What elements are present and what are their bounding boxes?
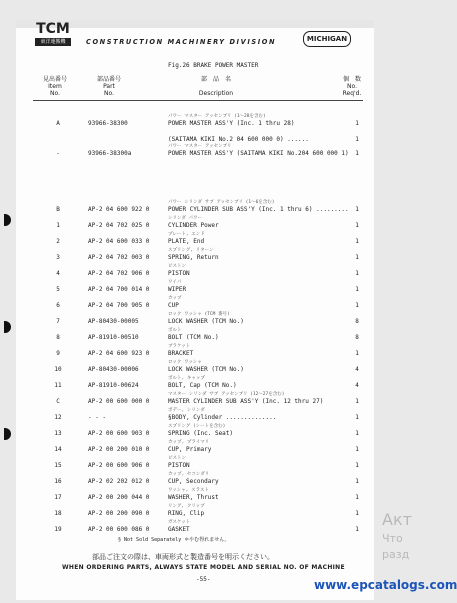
part-number: AP-2 00 600 086 0	[88, 526, 150, 533]
desc-header-en: Description	[198, 90, 234, 97]
part-number: AP-81910-00510	[88, 334, 139, 341]
part-description: WASHER, Thrust	[168, 494, 219, 501]
part-header-jp: 部品番号	[96, 76, 121, 83]
part-description: BRACKET	[168, 350, 194, 357]
part-name-jp: ボデー, シリンダ	[168, 408, 205, 413]
part-number: AP-2 04 600 033 0	[88, 238, 150, 245]
item-number: 10	[54, 366, 62, 373]
item-number: C	[56, 398, 60, 405]
table-row	[0, 502, 374, 518]
table-row	[0, 214, 374, 230]
page-number: -55-	[196, 576, 211, 583]
part-description: POWER MASTER ASS'Y (SAITAMA KIKI No.204 600 000 1)	[168, 150, 349, 157]
qty-header-en2: Req'd.	[342, 90, 362, 97]
table-row	[0, 198, 374, 214]
table-row	[0, 518, 374, 534]
quantity-required: 1	[355, 150, 359, 157]
part-name-jp: スプリング, リターン	[168, 248, 214, 253]
table-row	[0, 406, 374, 422]
table-row	[0, 390, 374, 406]
quantity-required: 1	[355, 414, 359, 421]
part-number: - - -	[88, 414, 107, 421]
part-number: AP-2 02 202 012 0	[88, 478, 150, 485]
part-description: GASKET	[168, 526, 190, 533]
item-number: B	[56, 206, 60, 213]
part-name-jp: スプリング (シートを含む)	[168, 424, 226, 429]
item-number: 2	[56, 238, 60, 245]
item-number: 7	[56, 318, 60, 325]
part-description: POWER MASTER ASS'Y (Inc. 1 thru 28)	[168, 120, 295, 127]
quantity-required: 1	[355, 254, 359, 261]
table-row	[0, 358, 374, 374]
quantity-required: 1	[355, 510, 359, 517]
quantity-required: 1	[355, 302, 359, 309]
part-description: PISTON	[168, 270, 190, 277]
figure-title: Fig.26 BRAKE POWER MASTER	[168, 62, 259, 69]
watermark-side-3: разд	[382, 548, 410, 561]
table-row	[0, 470, 374, 486]
part-description: CUP, Secondary	[168, 478, 219, 485]
header-divider	[33, 100, 363, 101]
item-header-en1: Item	[48, 83, 62, 90]
part-description: RING, Clip	[168, 510, 205, 517]
michigan-logo: MICHIGAN	[303, 31, 351, 47]
quantity-required: 1	[355, 430, 359, 437]
table-row	[0, 262, 374, 278]
item-number: 17	[54, 494, 62, 501]
table-row	[0, 230, 374, 246]
footnote-not-sold: § Not Sold Separately ＊やむ得れません。	[118, 537, 230, 543]
item-number: 4	[56, 270, 60, 277]
footer-ordering-jp: 部品ご注文の際は、車両形式と製造番号を明示ください。	[92, 553, 274, 561]
column-header-description	[166, 76, 266, 97]
part-name-jp: パワー シリンダ サブ アッセンブリ (1～6を含む)	[168, 200, 275, 205]
part-description: BOLT (TCM No.)	[168, 334, 219, 341]
quantity-required: 1	[355, 136, 359, 143]
quantity-required: 4	[355, 366, 359, 373]
part-number: AP-2 04 702 003 0	[88, 254, 150, 261]
quantity-required: 1	[355, 462, 359, 469]
table-row	[0, 422, 374, 438]
quantity-required: 1	[355, 350, 359, 357]
part-description: PISTON	[168, 462, 190, 469]
table-row	[0, 112, 374, 128]
item-number: 1	[56, 222, 60, 229]
item-number: A	[56, 120, 60, 127]
item-header-jp: 見出番号	[42, 76, 67, 83]
part-description: BOLT, Cap (TCM No.)	[168, 382, 237, 389]
item-number: 11	[54, 382, 62, 389]
item-number: 8	[56, 334, 60, 341]
part-name-jp: リング, クリップ	[168, 504, 205, 509]
part-number: AP-2 04 700 905 0	[88, 302, 150, 309]
desc-header-jp: 部 品 名	[200, 76, 231, 83]
table-row	[0, 294, 374, 310]
part-name-jp: ガスケット	[168, 520, 191, 525]
qty-header-en1: No.	[347, 83, 357, 90]
table-row	[0, 278, 374, 294]
quantity-required: 1	[355, 398, 359, 405]
table-row	[0, 454, 374, 470]
part-description: PLATE, End	[168, 238, 205, 245]
part-name-jp: カップ, プライマリ	[168, 440, 210, 445]
part-name-jp: ワッシャ, スラスト	[168, 488, 209, 493]
tcm-logo: TCM	[36, 21, 70, 37]
table-row	[0, 246, 374, 262]
part-description: (SAITAMA KIKI No.2 04 600 000 0) ......	[168, 136, 309, 143]
item-number: 16	[54, 478, 62, 485]
part-number: AP-2 00 600 906 0	[88, 462, 150, 469]
watermark-site: www.epcatalogs.com	[314, 578, 457, 592]
part-number: 93966-38300a	[88, 150, 132, 157]
quantity-required: 1	[355, 286, 359, 293]
part-name-jp: ワイパ	[168, 280, 182, 285]
item-number: 9	[56, 350, 60, 357]
part-number: AP-2 04 702 025 0	[88, 222, 150, 229]
quantity-required: 1	[355, 238, 359, 245]
part-description: SPRING (Inc. Seat)	[168, 430, 234, 437]
item-number: 15	[54, 462, 62, 469]
quantity-required: 1	[355, 478, 359, 485]
table-row	[0, 142, 374, 158]
quantity-required: 1	[355, 494, 359, 501]
quantity-required: 1	[355, 120, 359, 127]
qty-header-jp: 個 数	[342, 76, 361, 83]
quantity-required: 1	[355, 222, 359, 229]
part-name-jp: プレート, エンド	[168, 232, 205, 237]
part-number: AP-2 04 600 922 0	[88, 206, 150, 213]
part-name-jp: ボルト, キャップ	[168, 376, 205, 381]
column-header-qty	[334, 76, 370, 97]
part-description: POWER CYLINDER SUB ASS'Y (Inc. 1 thru 6) .........	[168, 206, 349, 213]
part-header-en2: No.	[104, 90, 114, 97]
quantity-required: 8	[355, 334, 359, 341]
part-description: SPRING, Return	[168, 254, 219, 261]
part-description: CUP, Primary	[168, 446, 212, 453]
part-description: CYLINDER Power	[168, 222, 219, 229]
part-description: CUP	[168, 302, 179, 309]
part-description: LOCK WASHER (TCM No.)	[168, 366, 244, 373]
part-name-jp: ボルト	[168, 328, 182, 333]
item-header-en2: No.	[50, 90, 60, 97]
item-number: 12	[54, 414, 62, 421]
item-number: 19	[54, 526, 62, 533]
part-name-jp: ピストン	[168, 264, 186, 269]
part-number: AP-80430-00005	[88, 318, 139, 325]
part-description: MASTER CYLINDER SUB ASS'Y (Inc. 12 thru 27)	[168, 398, 324, 405]
item-number: 13	[54, 430, 62, 437]
part-name-jp: パワー マスター アッセンブリ	[168, 144, 232, 149]
quantity-required: 4	[355, 382, 359, 389]
part-number: 93966-38300	[88, 120, 128, 127]
quantity-required: 1	[355, 526, 359, 533]
table-row	[0, 438, 374, 454]
part-description: LOCK WASHER (TCM No.)	[168, 318, 244, 325]
part-header-en1: Part	[103, 83, 115, 90]
part-number: AP-2 00 200 010 0	[88, 446, 150, 453]
part-name-jp: カップ, セコンダリ	[168, 472, 210, 477]
part-name-jp: パワー マスター アッセンブリ (1～28を含む)	[168, 114, 266, 119]
part-description: §BODY, Cylinder ..............	[168, 414, 277, 421]
item-number: -	[56, 150, 60, 157]
part-number: AP-2 00 600 000 0	[88, 398, 150, 405]
part-number: AP-2 00 200 044 0	[88, 494, 150, 501]
item-number: 18	[54, 510, 62, 517]
part-description: WIPER	[168, 286, 187, 293]
item-number: 5	[56, 286, 60, 293]
column-header-part	[84, 76, 134, 97]
part-number: AP-2 04 700 014 0	[88, 286, 150, 293]
quantity-required: 1	[355, 206, 359, 213]
item-number: 14	[54, 446, 62, 453]
part-name-jp: シリンダ パワー	[168, 216, 203, 221]
footer-ordering-en: WHEN ORDERING PARTS, ALWAYS STATE MODEL AND SERIAL NO. OF MACHINE	[62, 564, 345, 571]
quantity-required: 1	[355, 446, 359, 453]
watermark-side-2: Что	[382, 532, 403, 545]
item-number: 3	[56, 254, 60, 261]
part-name-jp: マスター シリンダ サブ アッセンブリ (12～27を含む)	[168, 392, 285, 397]
item-number: 6	[56, 302, 60, 309]
part-name-jp: ロック ワッシャ	[168, 360, 202, 365]
quantity-required: 8	[355, 318, 359, 325]
table-row	[0, 374, 374, 390]
division-title: CONSTRUCTION MACHINERY DIVISION	[86, 38, 277, 46]
table-row	[0, 310, 374, 326]
part-number: AP-2 04 702 906 0	[88, 270, 150, 277]
part-number: AP-2 00 200 090 0	[88, 510, 150, 517]
tcm-logo-subtitle: 東洋運搬機	[35, 38, 71, 46]
quantity-required: 1	[355, 270, 359, 277]
column-header-item	[34, 76, 76, 97]
table-row	[0, 342, 374, 358]
table-row	[0, 326, 374, 342]
part-name-jp: ピストン	[168, 456, 186, 461]
part-name-jp: ブラケット	[168, 344, 191, 349]
part-number: AP-81910-00624	[88, 382, 139, 389]
part-number: AP-2 04 600 923 0	[88, 350, 150, 357]
part-name-jp: カップ	[168, 296, 182, 301]
part-number: AP-2 00 600 903 0	[88, 430, 150, 437]
watermark-side-1: Акт	[382, 510, 412, 529]
table-row	[0, 486, 374, 502]
part-number: AP-80430-00006	[88, 366, 139, 373]
part-name-jp: ロック ワッシャ (TCM 番号)	[168, 312, 230, 317]
